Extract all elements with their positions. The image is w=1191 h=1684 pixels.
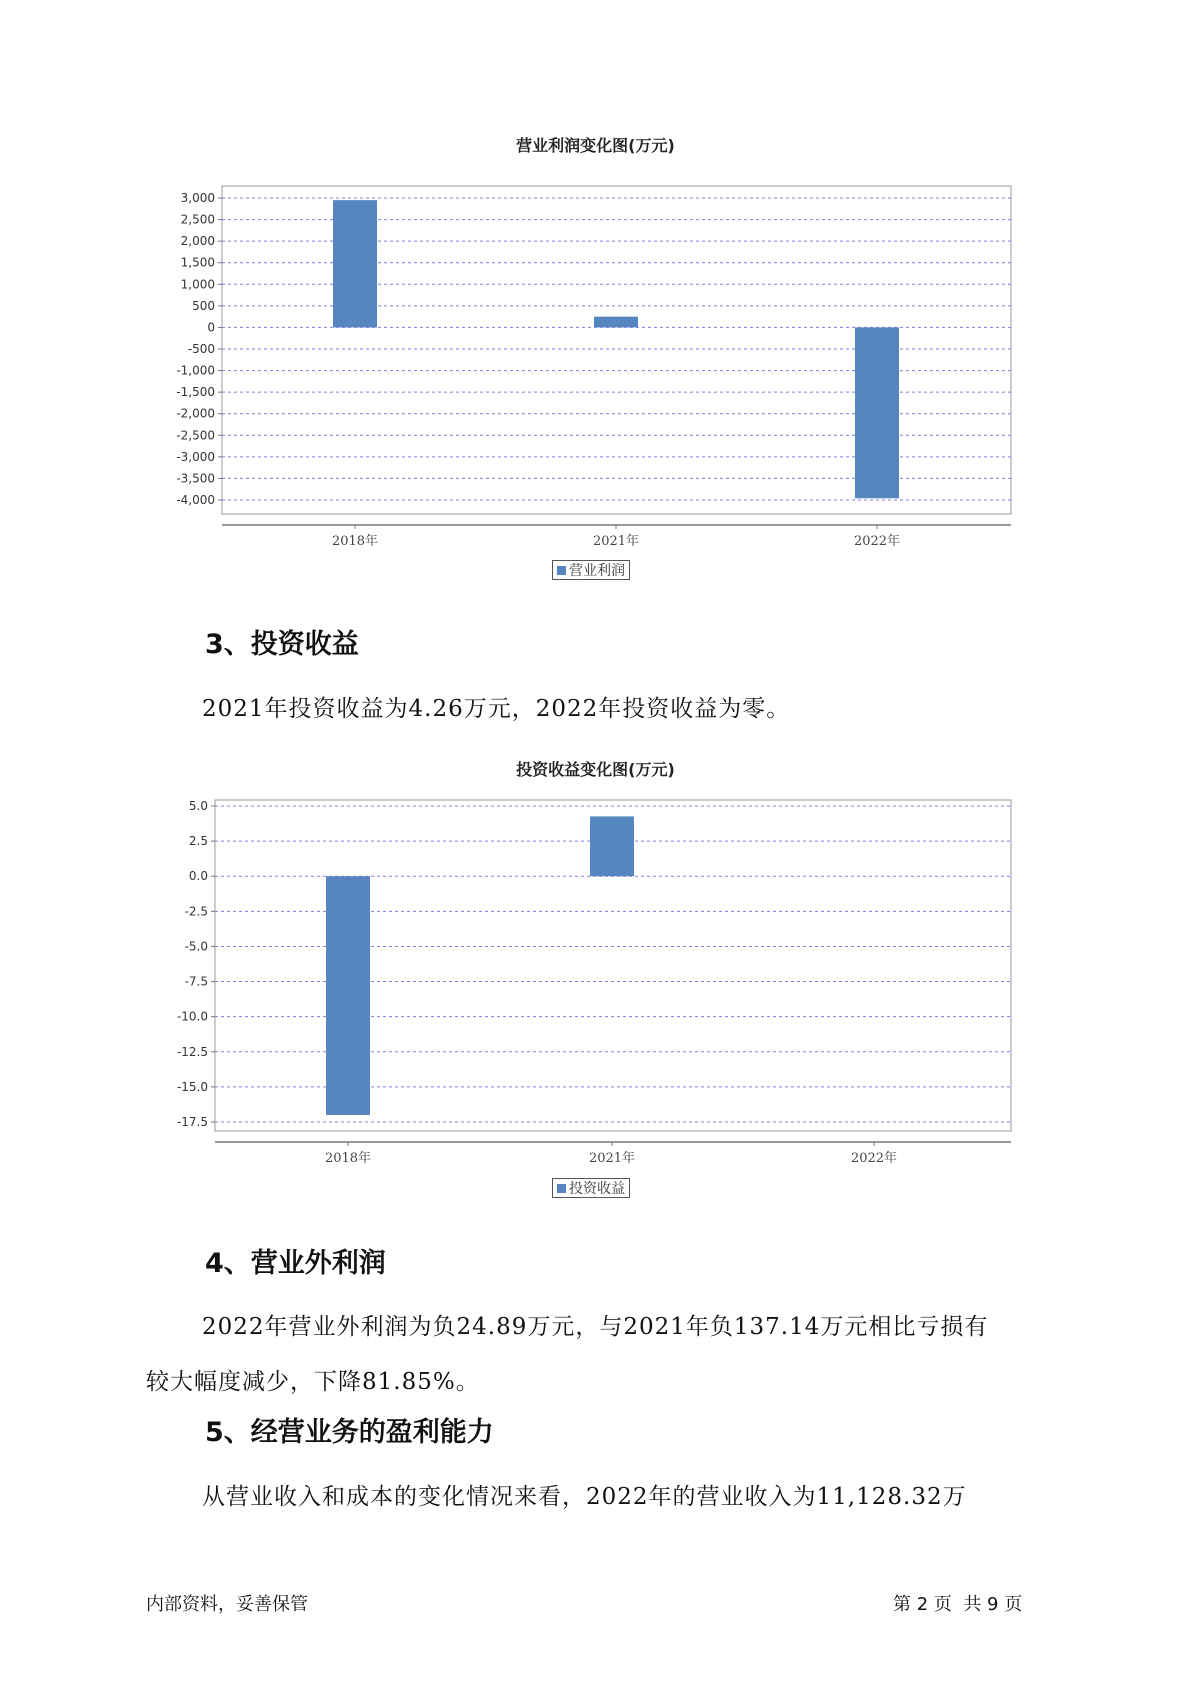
y-tick-label: -2,500 <box>176 428 215 443</box>
footer-page-number: 第 2 页 共 9 页 <box>893 1594 1023 1615</box>
legend-label: 投资收益 <box>569 1181 625 1197</box>
footer-confidential-note: 内部资料，妥善保管 <box>146 1594 308 1615</box>
y-tick-label: 1,000 <box>180 277 215 292</box>
y-tick-label: -1,500 <box>176 385 215 400</box>
y-tick-label: -15.0 <box>176 1079 208 1094</box>
y-tick-label: 2.5 <box>188 834 208 849</box>
x-tick-label: 2022年 <box>853 534 901 549</box>
y-tick-label: 3,000 <box>180 191 215 205</box>
y-tick-label: -5.0 <box>184 939 208 954</box>
y-tick-label: -10.0 <box>176 1009 208 1024</box>
section-4-text-line2: 较大幅度减少，下降81.85%。 <box>146 1369 480 1395</box>
x-tick-label: 2018年 <box>324 1151 372 1166</box>
y-tick-label: -1,000 <box>176 363 215 378</box>
section-3-text: 2021年投资收益为4.26万元，2022年投资收益为零。 <box>202 696 791 722</box>
x-tick-label: 2018年 <box>331 534 379 549</box>
y-tick-label: -17.5 <box>176 1115 208 1129</box>
y-tick-label: 0.0 <box>188 869 208 884</box>
y-tick-label: 500 <box>192 298 215 313</box>
y-tick-label: -4,000 <box>176 493 215 507</box>
y-tick-label: 2,500 <box>180 212 215 227</box>
y-tick-label: -12.5 <box>176 1044 208 1059</box>
section-4-title: 4、营业外利润 <box>205 1248 386 1279</box>
y-tick-label: 0 <box>207 320 215 335</box>
section-5-text: 从营业收入和成本的变化情况来看，2022年的营业收入为11,128.32万 <box>202 1484 967 1510</box>
y-tick-label: 1,500 <box>180 255 215 270</box>
legend-swatch <box>557 1184 566 1193</box>
y-tick-label: 5.0 <box>188 799 208 813</box>
bar-2021年 <box>590 816 634 876</box>
y-tick-label: -7.5 <box>184 974 208 989</box>
bar-2018年 <box>326 876 370 1115</box>
y-tick-label: 2,000 <box>180 234 215 249</box>
section-3-title: 3、投资收益 <box>205 629 359 660</box>
investment-income-legend <box>552 1178 630 1198</box>
investment-income-chart-title: 投资收益变化图(万元) <box>516 760 675 779</box>
y-tick-label: -2.5 <box>184 904 208 919</box>
y-tick-label: -3,500 <box>176 471 215 486</box>
y-tick-label: -3,000 <box>176 449 215 464</box>
section-4-text-line1: 2022年营业外利润为负24.89万元，与2021年负137.14万元相比亏损有 <box>202 1314 989 1340</box>
section-5-title: 5、经营业务的盈利能力 <box>205 1417 494 1448</box>
x-tick-label: 2021年 <box>588 1151 636 1166</box>
x-tick-label: 2022年 <box>850 1151 898 1166</box>
y-tick-label: -500 <box>187 342 215 356</box>
y-tick-label: -2,000 <box>176 406 215 421</box>
operating-profit-chart-title: 营业利润变化图(万元) <box>516 136 675 155</box>
legend-label: 营业利润 <box>569 563 625 579</box>
x-tick-label: 2021年 <box>592 534 640 549</box>
